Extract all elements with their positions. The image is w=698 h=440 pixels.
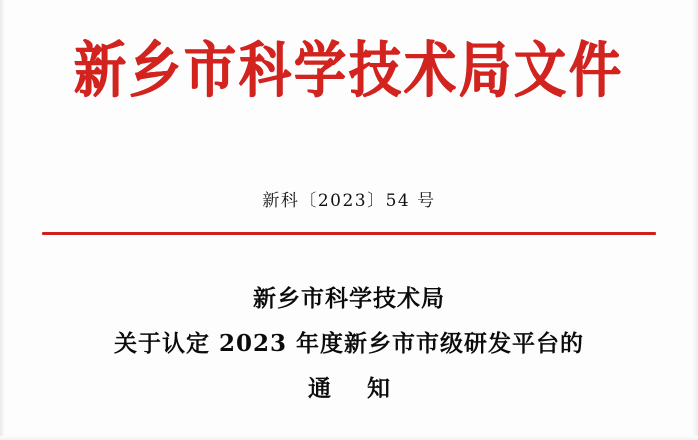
issuing-authority-title: 新乡市科学技术局文件 bbox=[73, 35, 624, 106]
document-header bbox=[0, 34, 698, 106]
title-line-authority: 新乡市科学技术局 bbox=[253, 285, 445, 312]
document-title-block bbox=[0, 276, 698, 411]
red-divider-rule bbox=[42, 232, 656, 235]
paper-edge-bottom bbox=[0, 436, 698, 440]
title-line-notice: 通 知 bbox=[307, 375, 404, 402]
document-serial-number: 新科〔2023〕54 号 bbox=[262, 191, 436, 211]
title-line-subject: 关于认定 2023 年度新乡市市级研发平台的 bbox=[113, 330, 585, 357]
